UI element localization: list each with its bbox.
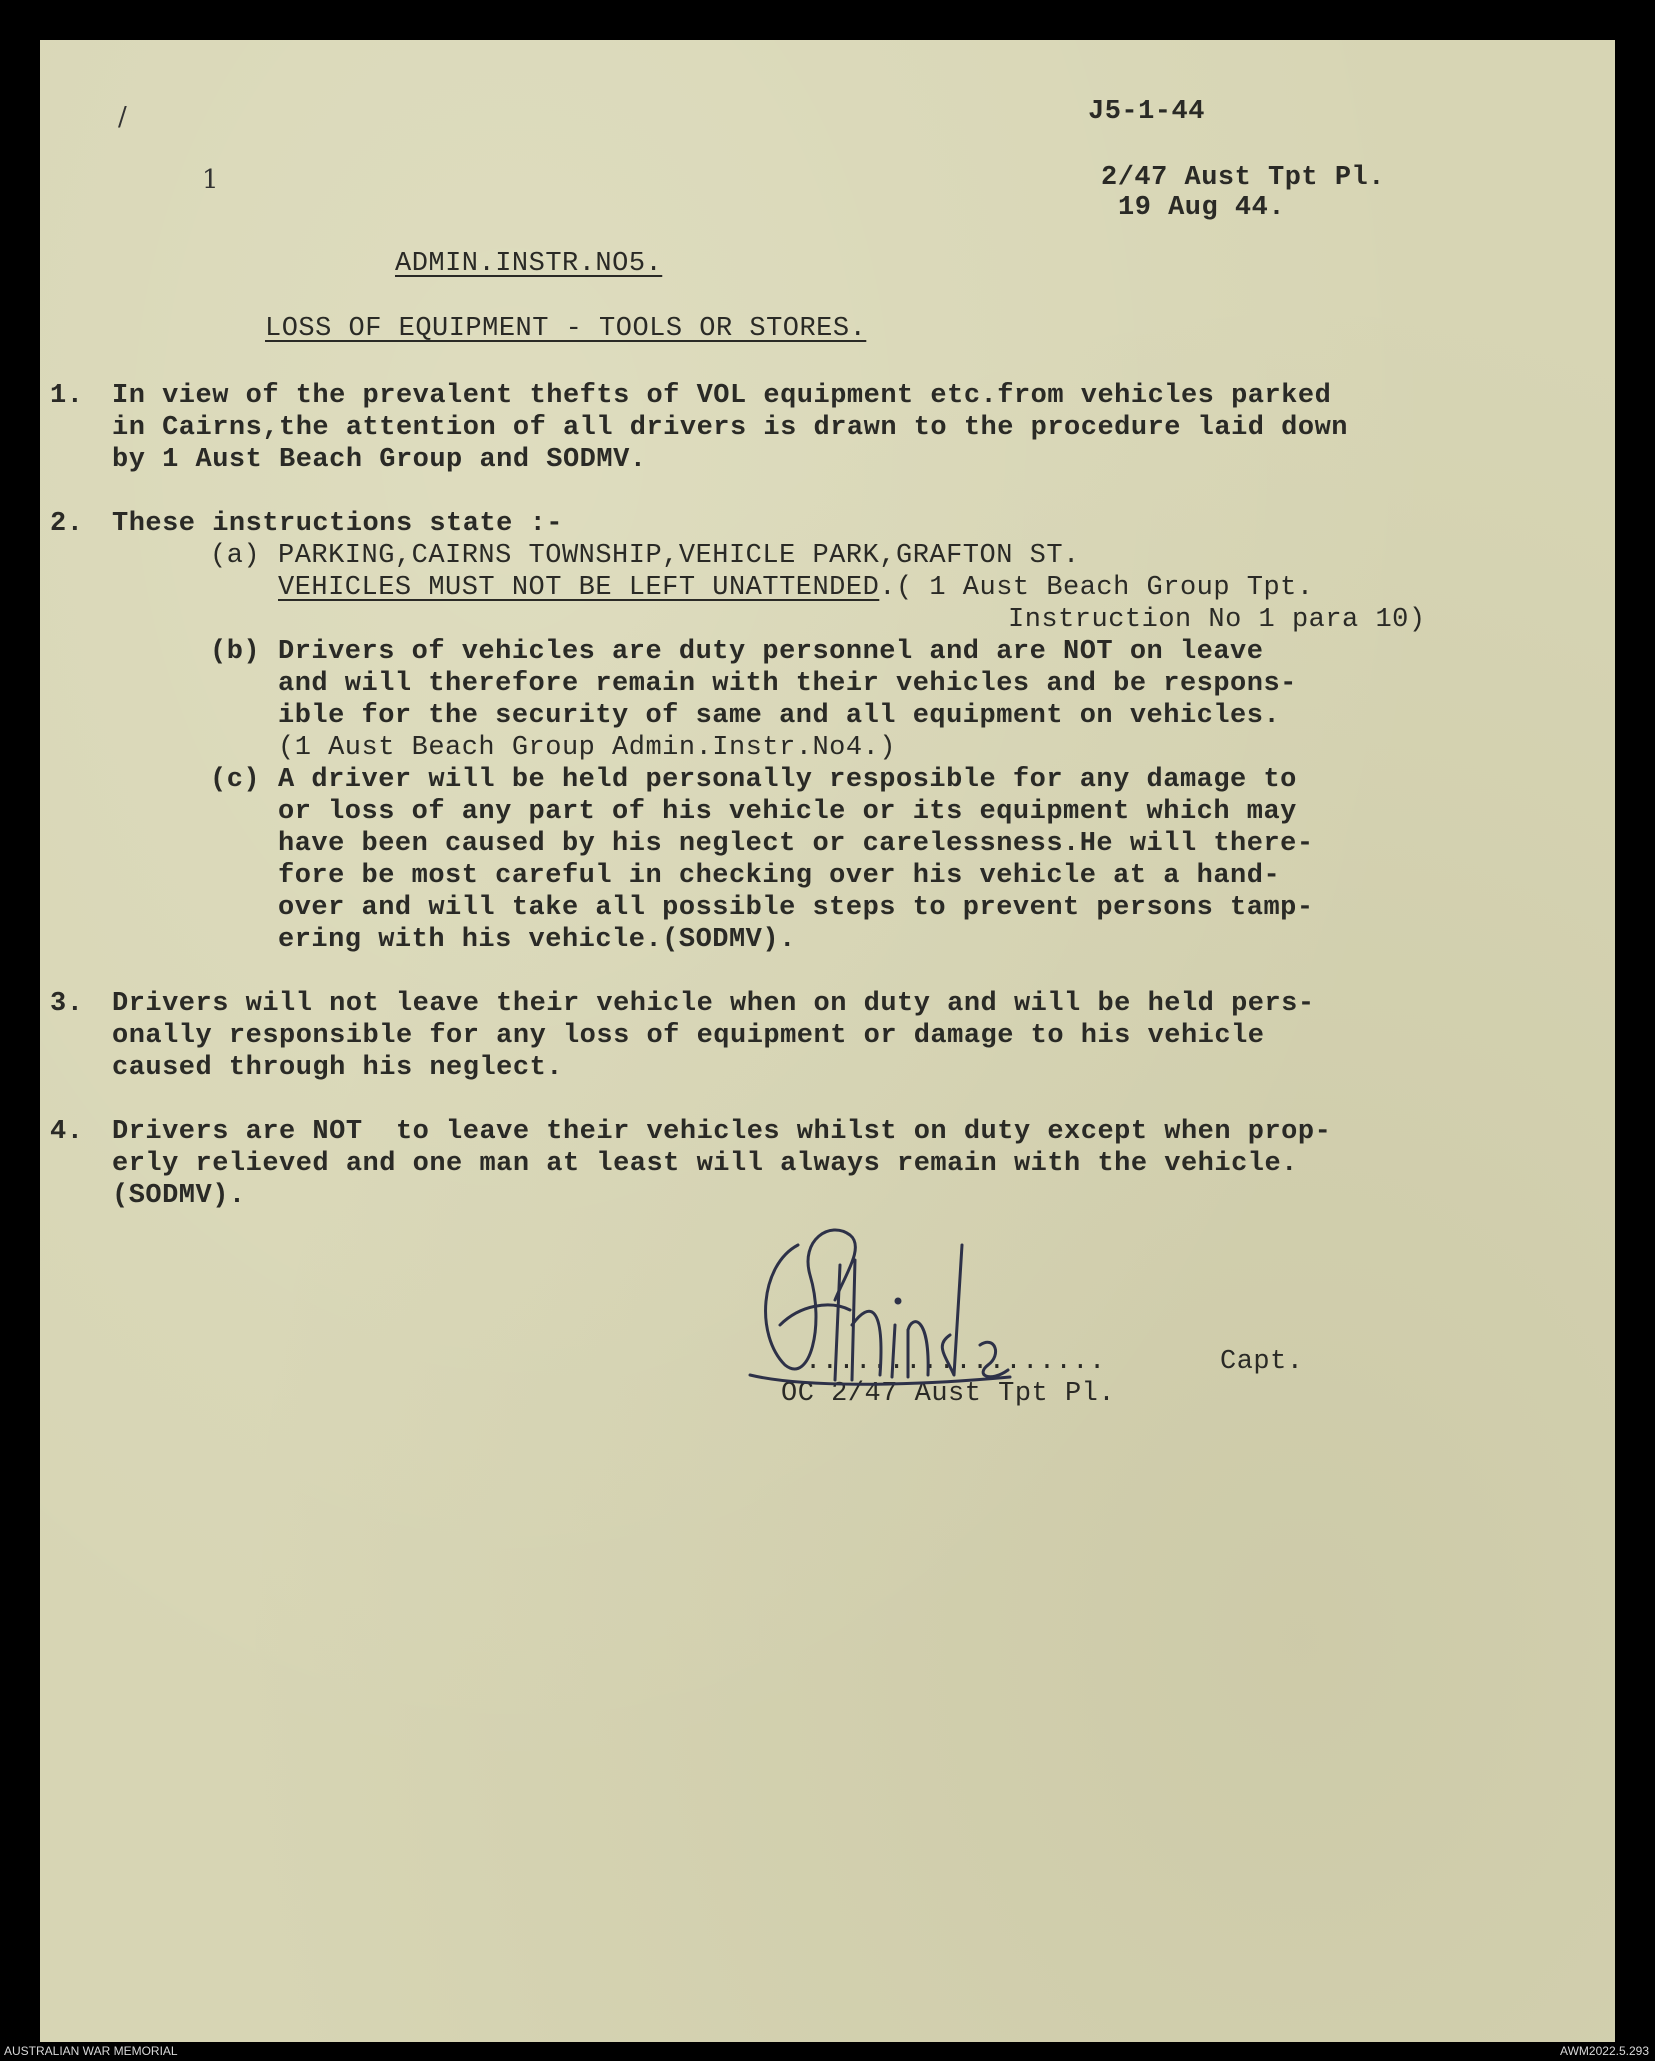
unit-name: 2/47 Aust Tpt Pl. xyxy=(1101,163,1385,193)
signature-dots: .................. xyxy=(805,1347,1106,1377)
para2-c-line: have been caused by his neglect or carelessness.He will there- xyxy=(278,829,1314,859)
para2-b-line: and will therefore remain with their vehicles and be respons- xyxy=(278,669,1297,699)
para4-line: erly relieved and one man at least will always remain with the vehicle. xyxy=(112,1149,1298,1179)
para1-line: In view of the prevalent thefts of VOL equipment etc.from vehicles parked xyxy=(112,381,1332,411)
para2-c-line: fore be most careful in checking over his vehicle at a hand- xyxy=(278,861,1281,891)
document-title: ADMIN.INSTR.NO5. xyxy=(395,249,663,279)
para2-b-label: (b) xyxy=(210,637,261,667)
handwritten-signature xyxy=(740,1205,1040,1405)
margin-mark-slash: / xyxy=(118,102,127,132)
document-page xyxy=(40,40,1615,2042)
para3-line: onally responsible for any loss of equipment or damage to his vehicle xyxy=(112,1021,1265,1051)
para3-number: 3. xyxy=(50,989,84,1019)
para2-b-line: ible for the security of same and all equipment on vehicles. xyxy=(278,701,1281,731)
document-subtitle: LOSS OF EQUIPMENT - TOOLS OR STORES. xyxy=(265,314,867,344)
para1-number: 1. xyxy=(50,381,84,411)
para4-line: Drivers are NOT to leave their vehicles whilst on duty except when prop- xyxy=(112,1117,1332,1147)
para2-c-line: A driver will be held personally resposible for any damage to xyxy=(278,765,1297,795)
para2-b-line: (1 Aust Beach Group Admin.Instr.No4.) xyxy=(278,733,896,763)
para2-a-warning: VEHICLES MUST NOT BE LEFT UNATTENDED xyxy=(278,573,880,603)
para2-c-label: (c) xyxy=(210,765,261,795)
margin-mark-one: 1 xyxy=(202,165,219,195)
para1-line: by 1 Aust Beach Group and SODMV. xyxy=(112,445,647,475)
para2-a-line: PARKING,CAIRNS TOWNSHIP,VEHICLE PARK,GRAFTON ST. xyxy=(278,541,1080,571)
file-reference: J5-1-44 xyxy=(1088,97,1205,127)
para3-line: caused through his neglect. xyxy=(112,1053,563,1083)
para2-c-line: ering with his vehicle.(SODMV). xyxy=(278,925,796,955)
para2-a-line: Instruction No 1 para 10) xyxy=(1008,605,1426,635)
para2-intro: These instructions state :- xyxy=(112,509,563,539)
para2-a-line xyxy=(278,572,1314,604)
para2-a-label: (a) xyxy=(210,541,261,571)
footer-archive-name: AUSTRALIAN WAR MEMORIAL xyxy=(4,2044,178,2058)
para3-line: Drivers will not leave their vehicle when on duty and will be held pers- xyxy=(112,989,1315,1019)
signature-rank: Capt. xyxy=(1220,1347,1304,1377)
para2-number: 2. xyxy=(50,509,84,539)
para2-c-line: or loss of any part of his vehicle or its equipment which may xyxy=(278,797,1297,827)
footer-accession-number: AWM2022.5.293 xyxy=(1560,2044,1649,2058)
para1-line: in Cairns,the attention of all drivers is drawn to the procedure laid down xyxy=(112,413,1348,443)
document-date: 19 Aug 44. xyxy=(1118,193,1286,223)
para2-a-reference: .( 1 Aust Beach Group Tpt. xyxy=(879,573,1314,603)
para4-number: 4. xyxy=(50,1117,84,1147)
para4-line: (SODMV). xyxy=(112,1181,246,1211)
signature-appointment: OC 2/47 Aust Tpt Pl. xyxy=(781,1379,1116,1409)
para2-c-line: over and will take all possible steps to prevent persons tamp- xyxy=(278,893,1314,923)
para2-b-line: Drivers of vehicles are duty personnel and are NOT on leave xyxy=(278,637,1264,667)
